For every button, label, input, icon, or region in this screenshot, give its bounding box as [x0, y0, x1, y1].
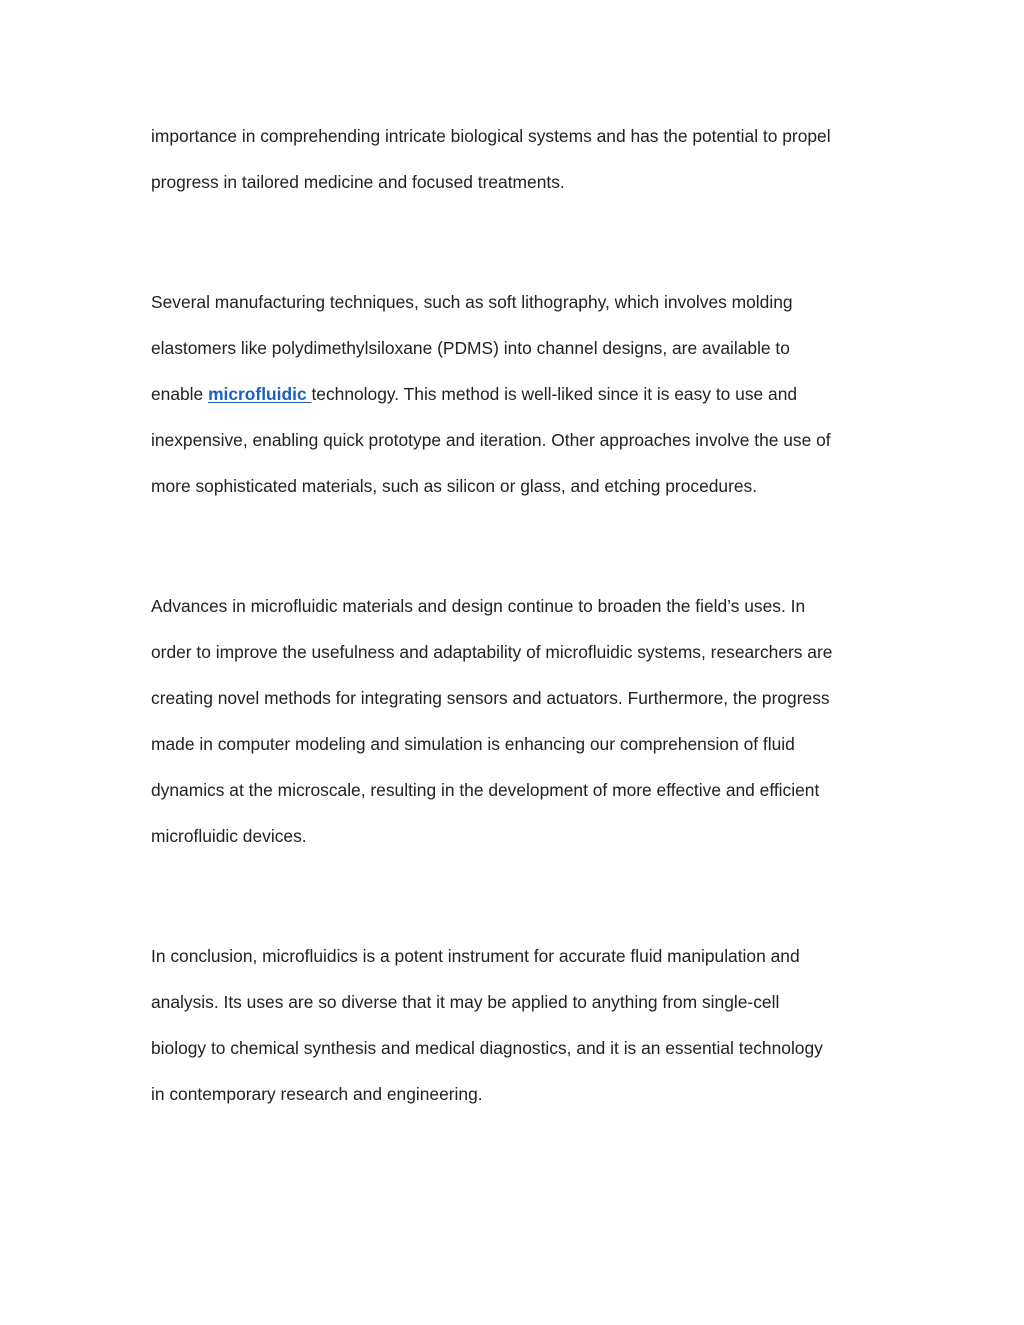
paragraph-spacer: [151, 509, 891, 583]
paragraph-spacer: [151, 205, 891, 279]
paragraph-line: creating novel methods for integrating sensors and actuators. Furthermore, the progress: [151, 688, 830, 708]
paragraph-line-with-link: [151, 371, 891, 417]
paragraph-line: made in computer modeling and simulation is enhancing our comprehension of fluid: [151, 734, 795, 754]
paragraph-line: microfluidic devices.: [151, 826, 307, 846]
paragraph-line: inexpensive, enabling quick prototype and iteration. Other approaches involve the use of: [151, 430, 831, 450]
paragraph-line: progress in tailored medicine and focused treatments.: [151, 172, 565, 192]
paragraph-line: elastomers like polydimethylsiloxane (PDMS) into channel designs, are available to: [151, 338, 790, 358]
paragraph-line: in contemporary research and engineering.: [151, 1084, 483, 1104]
paragraph-line: biology to chemical synthesis and medical diagnostics, and it is an essential technology: [151, 1038, 823, 1058]
document-body: [151, 113, 891, 1117]
paragraph-line: Advances in microfluidic materials and design continue to broaden the field’s uses. In: [151, 596, 806, 616]
paragraph-4: [151, 933, 891, 1117]
paragraph-line: more sophisticated materials, such as silicon or glass, and etching procedures.: [151, 476, 758, 496]
paragraph-line: analysis. Its uses are so diverse that it may be applied to anything from single-cell: [151, 992, 780, 1012]
link-suffix-text: technology. This method is well-liked since it is easy to use and: [311, 384, 798, 404]
paragraph-line: Several manufacturing techniques, such as soft lithography, which involves molding: [151, 292, 793, 312]
paragraph-line: dynamics at the microscale, resulting in the development of more effective and efficient: [151, 780, 820, 800]
paragraph-line: order to improve the usefulness and adaptability of microfluidic systems, researchers are: [151, 642, 833, 662]
microfluidic-link[interactable]: microfluidic: [208, 384, 312, 404]
paragraph-2: [151, 279, 891, 509]
paragraph-3: [151, 583, 891, 859]
paragraph-1: [151, 113, 891, 205]
paragraph-spacer: [151, 859, 891, 933]
paragraph-line: In conclusion, microfluidics is a potent instrument for accurate fluid manipulation and: [151, 946, 800, 966]
paragraph-line: importance in comprehending intricate biological systems and has the potential to propel: [151, 126, 831, 146]
link-prefix-text: enable: [151, 384, 209, 404]
